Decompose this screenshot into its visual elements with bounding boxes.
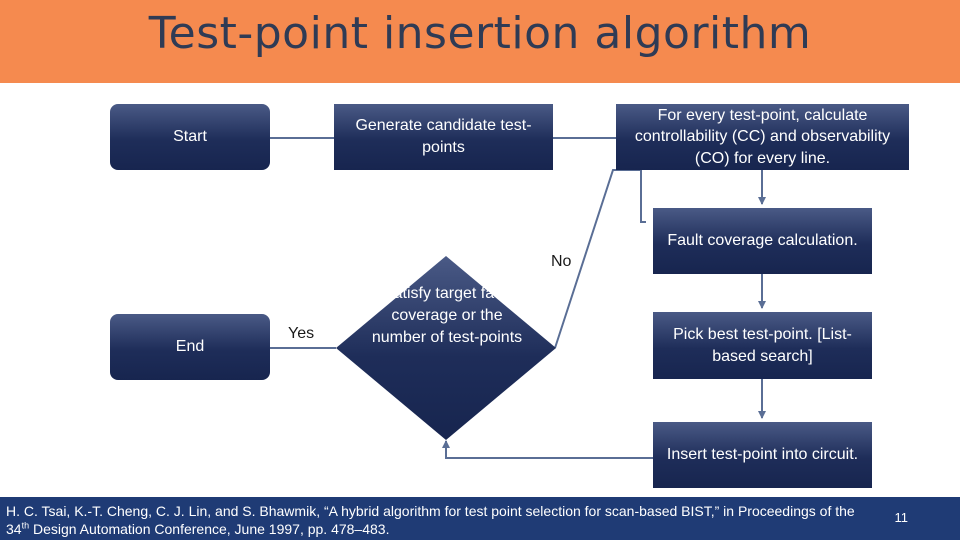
start-label: Start <box>173 128 207 146</box>
pick-best-node <box>653 312 872 379</box>
citation-part2: Design Automation Conference, June 1997, pp. 478–483. <box>29 521 390 538</box>
calculate-node <box>616 104 909 170</box>
citation <box>6 502 866 539</box>
generate-label: Generate candidate test-points <box>355 117 532 156</box>
connector-insert-decision <box>446 441 653 458</box>
fault-coverage-label: Fault coverage calculation. <box>667 232 858 250</box>
generate-node <box>334 104 553 170</box>
pick-best-label: Pick best test-point. [List-based search] <box>673 325 852 365</box>
no-label: No <box>551 253 572 270</box>
yes-label: Yes <box>288 325 315 342</box>
end-label: End <box>175 338 205 356</box>
citation-part1: H. C. Tsai, K.-T. Cheng, C. J. Lin, and S. Bhawmik, “A hybrid algorithm for test point selection for scan-based BIST,” in Proceedings of the 34 <box>6 503 855 538</box>
calculate-label: For every test-point, calculate controllability (CC) and observability (CO) for every line. <box>634 106 891 167</box>
fault-coverage-node <box>653 208 872 274</box>
page-number: 11 <box>894 510 908 525</box>
insert-node <box>653 422 872 488</box>
slide-title: Test-point insertion algorithm <box>148 8 812 59</box>
end-node <box>110 314 270 380</box>
start-node <box>110 104 270 170</box>
insert-label: Insert test-point into circuit. <box>666 446 859 464</box>
citation-superscript: th <box>21 520 30 531</box>
decision-label: Satisfy target fault coverage or the number of test-points <box>371 285 523 346</box>
